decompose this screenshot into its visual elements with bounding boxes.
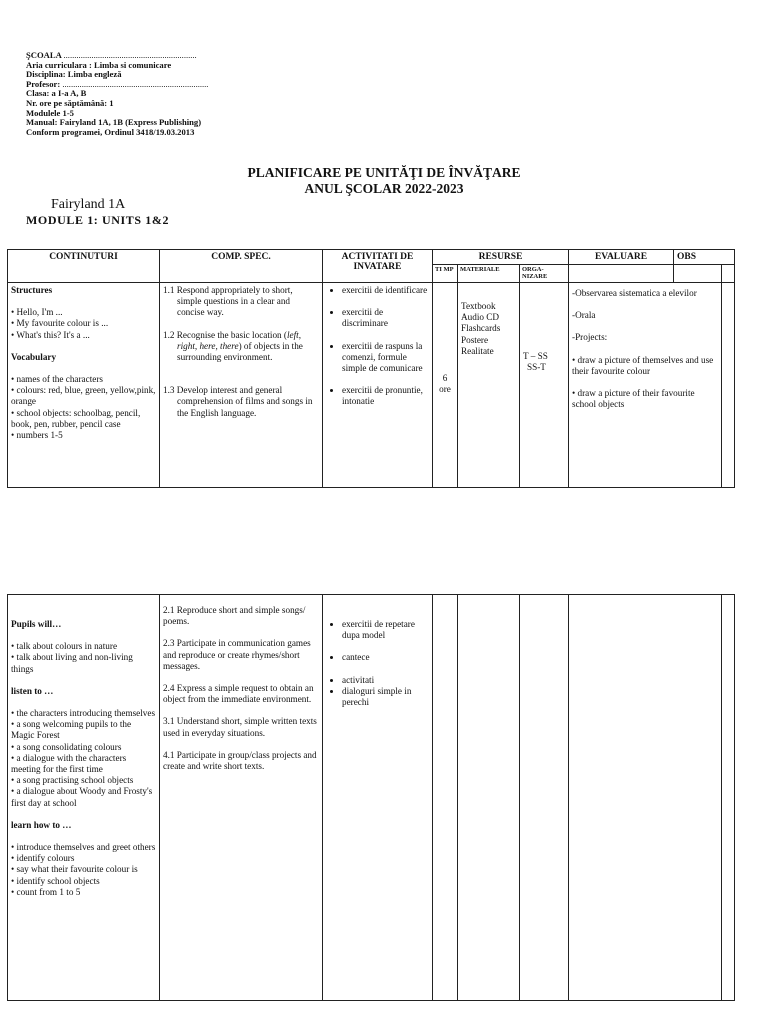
competence-item: 2.4 Express a simple request to obtain an object from the immediate environment.: [163, 683, 314, 705]
header-obs-sub: [674, 265, 722, 283]
listen-label: listen to …: [11, 685, 54, 696]
competence-item: 2.3 Participate in communication games and reproduce or create rhymes/short messages.: [163, 638, 311, 671]
header-obs: OBS: [674, 250, 735, 265]
header-evaluare-sub: [569, 265, 674, 283]
evaluation-item: -Projects:: [572, 332, 608, 343]
header-materiale: MATERIALE: [458, 265, 520, 283]
list-item: • colours: red, blue, green, yellow,pink, orange: [11, 385, 156, 407]
materials-cell-2: [458, 595, 520, 1001]
material-item: Textbook: [461, 301, 496, 311]
activity-item: • exercitii de repetare dupa model: [342, 619, 429, 641]
obs-cell: [722, 283, 735, 488]
material-item: Audio CD: [461, 312, 500, 323]
list-item: • What's this? It's a ...: [11, 329, 90, 340]
evaluation-item: -Observarea sistematica a elevilor: [572, 288, 697, 298]
list-item: • say what their favourite colour is: [11, 864, 138, 875]
pupils-label: Pupils will…: [11, 619, 62, 629]
list-item: • a dialogue with the characters meeting for the first time: [11, 752, 127, 775]
header-continuturi: CONTINUTURI: [8, 250, 160, 283]
list-item: • talk about living and non-living things: [11, 652, 133, 674]
activity-item: • exercitii de pronuntie, intonatie: [342, 385, 429, 407]
document-title: PLANIFICARE PE UNITĂŢI DE ÎNVĂŢARE: [247, 165, 521, 180]
vocabulary-label: Vocabulary: [11, 351, 57, 362]
activities-cell: [323, 283, 433, 488]
list-item: • talk about colours in nature: [11, 641, 118, 652]
obs-cell-2: [722, 595, 735, 1001]
organization-cell: [520, 283, 569, 488]
list-item: • a song practising school objects: [11, 775, 134, 786]
organization-item: SS-T: [527, 362, 546, 373]
evaluation-cell-2: [569, 595, 722, 1001]
compliance-line: Conform programei, Ordinul 3418/19.03.2013: [26, 126, 195, 137]
header-comp-spec: COMP. SPEC.: [160, 250, 323, 283]
school-line: ŞCOALA ..............................................................: [26, 50, 197, 60]
list-item: • a song welcoming pupils to the Magic Forest: [11, 719, 132, 741]
evaluation-item: • draw a picture of their favourite school objects: [572, 388, 695, 410]
planning-table-1: [7, 249, 735, 488]
organization-item: T – SS: [523, 351, 548, 361]
curricular-area-line: Aria curriculara : Limba si comunicare: [26, 59, 172, 70]
activity-item: • dialoguri simple in perechi: [342, 686, 429, 708]
activity-item: • activitati: [342, 675, 429, 686]
list-item: • school objects: schoolbag, pencil, book, pen, rubber, pencil case: [11, 407, 141, 429]
evaluation-cell: [569, 283, 722, 488]
list-item: • identify colours: [11, 853, 75, 864]
competence-item: 1.1 Respond appropriately to short, simple questions in a clear and concise way.: [163, 285, 293, 318]
list-item: • count from 1 to 5: [11, 886, 81, 897]
learn-label: learn how to …: [11, 819, 72, 830]
activity-item: • exercitii de raspuns la comenzi, formule simple de comunicare: [342, 341, 429, 375]
list-item: • a song consolidating colours: [11, 741, 122, 752]
list-item: • My favourite colour is ...: [11, 318, 109, 329]
competences-cell-2: [160, 595, 323, 1001]
competence-item: 2.1 Reproduce short and simple songs/ poems.: [163, 605, 306, 627]
list-item: • the characters introducing themselves: [11, 708, 156, 719]
modules-line: Modulele 1-5: [26, 107, 74, 118]
discipline-line: Disciplina: Limba engleză: [26, 69, 122, 80]
manual-line: Manual: Fairyland 1A, 1B (Express Publishing): [26, 117, 202, 128]
header-timp: TI MP: [433, 265, 458, 283]
time-cell-2: [433, 595, 458, 1001]
planning-table-2: [7, 594, 735, 1001]
competence-item: 4.1 Participate in group/class projects and create and write short texts.: [163, 749, 317, 772]
time-unit: ore: [439, 384, 451, 395]
list-item: • identify school objects: [11, 875, 100, 886]
school-year-title: ANUL ŞCOLAR 2022-2023: [304, 181, 464, 196]
list-item: • names of the characters: [11, 374, 103, 385]
organization-cell-2: [520, 595, 569, 1001]
activity-item: • exercitii de discriminare: [342, 307, 429, 329]
list-item: • numbers 1-5: [11, 430, 63, 441]
material-item: Flashcards: [461, 323, 501, 334]
material-item: Realitate: [461, 345, 494, 356]
activity-item: • cantece: [342, 652, 429, 663]
list-item: • introduce themselves and greet others: [11, 842, 156, 853]
materials-cell: [458, 283, 520, 488]
module-title: MODULE 1: UNITS 1&2: [26, 213, 170, 227]
time-cell: [433, 283, 458, 488]
class-line: Clasa: a I-a A, B: [26, 88, 87, 99]
structures-label: Structures: [11, 285, 53, 295]
continut-cell: [8, 283, 160, 488]
header-activitati: ACTIVITATI DE INVATARE: [323, 250, 433, 283]
activities-cell-2: [323, 595, 433, 1001]
activity-item: • exercitii de identificare: [342, 285, 429, 296]
competence-item: 1.2 Recognise the basic location (left, right, here, there) of objects in the surrounding environment.: [163, 329, 303, 363]
document-header: [26, 51, 208, 137]
material-item: Postere: [461, 334, 489, 345]
unit-name: Fairyland 1A: [51, 197, 126, 212]
header-evaluare: EVALUARE: [569, 250, 674, 265]
list-item: • a dialogue about Woody and Frosty's first day at school: [11, 786, 153, 808]
list-item: • Hello, I'm ...: [11, 307, 63, 318]
competences-cell: [160, 283, 323, 488]
hours-line: Nr. ore pe săptămână: 1: [26, 97, 114, 108]
continut-cell-2: [8, 595, 160, 1001]
teacher-line: Profesor: ....................................................................: [26, 78, 209, 89]
competence-item: 1.3 Develop interest and general comprehension of films and songs in the English language.: [163, 385, 313, 418]
time-value: 6: [442, 373, 448, 383]
header-extra-sub: [722, 265, 735, 283]
evaluation-item: • draw a picture of themselves and use their favourite colour: [572, 354, 714, 376]
competence-item: 3.1 Understand short, simple written texts used in everyday situations.: [163, 716, 317, 738]
header-resurse: RESURSE: [433, 250, 569, 265]
header-organizare: ORGA-NIZARE: [520, 265, 569, 283]
evaluation-item: -Orala: [572, 310, 596, 321]
